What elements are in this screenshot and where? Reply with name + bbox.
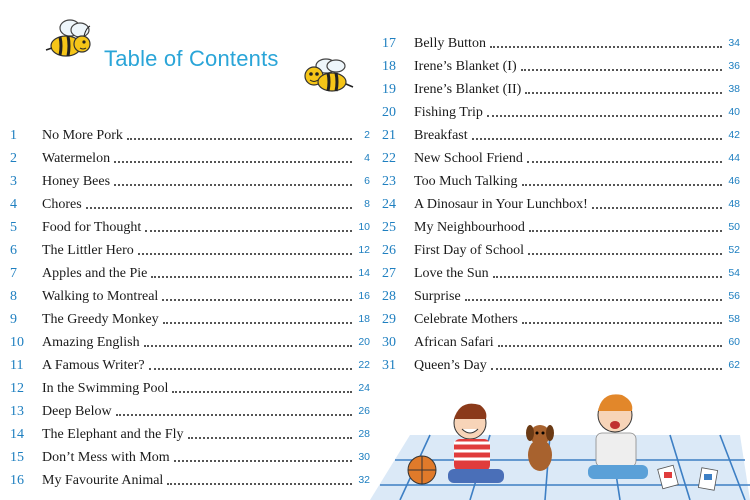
toc-entry bbox=[382, 259, 740, 282]
toc-entry-page: 18 bbox=[358, 313, 370, 325]
dot-leader bbox=[163, 322, 352, 324]
toc-entry-title: Queen’s Day bbox=[414, 358, 487, 373]
toc-entry-title: The Elephant and the Fly bbox=[42, 427, 184, 442]
dot-leader bbox=[592, 207, 722, 209]
toc-entry bbox=[382, 190, 740, 213]
toc-entry-title: Apples and the Pie bbox=[42, 266, 148, 281]
toc-entry-title: First Day of School bbox=[414, 243, 525, 258]
toc-entry-number: 6 bbox=[10, 243, 17, 258]
toc-entry-number: 15 bbox=[10, 450, 24, 465]
toc-entry bbox=[10, 328, 370, 351]
toc-entry-number: 9 bbox=[10, 312, 17, 327]
toc-entry-page: 52 bbox=[728, 244, 740, 256]
toc-entry-title: Celebrate Mothers bbox=[414, 312, 518, 327]
toc-column-right bbox=[382, 29, 740, 374]
toc-entry-page: 32 bbox=[358, 474, 370, 486]
toc-entry bbox=[382, 351, 740, 374]
toc-entry bbox=[382, 282, 740, 305]
toc-entry-page: 30 bbox=[358, 451, 370, 463]
toc-entry bbox=[10, 420, 370, 443]
toc-entry-page: 6 bbox=[364, 175, 370, 187]
toc-entry bbox=[10, 213, 370, 236]
dot-leader bbox=[162, 299, 352, 301]
toc-entry-number: 16 bbox=[10, 473, 24, 488]
dot-leader bbox=[521, 69, 722, 71]
toc-entry bbox=[10, 190, 370, 213]
toc-entry bbox=[382, 236, 740, 259]
toc-entry-title: Belly Button bbox=[414, 36, 486, 51]
dot-leader bbox=[145, 230, 352, 232]
toc-entry-page: 16 bbox=[358, 290, 370, 302]
dot-leader bbox=[188, 437, 352, 439]
toc-entry bbox=[382, 98, 740, 121]
dot-leader bbox=[487, 115, 722, 117]
dot-leader bbox=[116, 414, 352, 416]
dot-leader bbox=[114, 161, 352, 163]
toc-entry-title: Don’t Mess with Mom bbox=[42, 450, 170, 465]
toc-entry-number: 27 bbox=[382, 266, 396, 281]
toc-entry bbox=[382, 121, 740, 144]
toc-entry bbox=[10, 351, 370, 374]
toc-entry-number: 2 bbox=[10, 151, 17, 166]
toc-entry-title: Honey Bees bbox=[42, 174, 111, 189]
toc-entry-page: 22 bbox=[358, 359, 370, 371]
dot-leader bbox=[493, 276, 722, 278]
dot-leader bbox=[127, 138, 352, 140]
toc-entry-title: My Neighbourhood bbox=[414, 220, 525, 235]
toc-entry-title: Love the Sun bbox=[414, 266, 489, 281]
toc-entry-title: The Greedy Monkey bbox=[42, 312, 159, 327]
toc-entry-number: 12 bbox=[10, 381, 24, 396]
dot-leader bbox=[498, 345, 722, 347]
toc-entry-title: Walking to Montreal bbox=[42, 289, 159, 304]
toc-entry-number: 5 bbox=[10, 220, 17, 235]
toc-entry-page: 46 bbox=[728, 175, 740, 187]
dot-leader bbox=[86, 207, 352, 209]
toc-entry-title: Chores bbox=[42, 197, 82, 212]
toc-entry-title: Surprise bbox=[414, 289, 461, 304]
toc-entry-number: 13 bbox=[10, 404, 24, 419]
toc-entry-page: 2 bbox=[364, 129, 370, 141]
toc-entry-number: 26 bbox=[382, 243, 396, 258]
toc-entry-title: Breakfast bbox=[414, 128, 468, 143]
toc-entry-number: 28 bbox=[382, 289, 396, 304]
dot-leader bbox=[490, 46, 722, 48]
dot-leader bbox=[151, 276, 352, 278]
toc-entry-number: 24 bbox=[382, 197, 396, 212]
toc-entry-title: My Favourite Animal bbox=[42, 473, 164, 488]
toc-entry-number: 14 bbox=[10, 427, 24, 442]
dot-leader bbox=[529, 230, 722, 232]
toc-entry-number: 7 bbox=[10, 266, 17, 281]
bee-icon bbox=[40, 14, 100, 66]
toc-entry-title: No More Pork bbox=[42, 128, 123, 143]
toc-entry-page: 36 bbox=[728, 60, 740, 72]
toc-entry-page: 42 bbox=[728, 129, 740, 141]
toc-entry bbox=[10, 236, 370, 259]
toc-entry bbox=[382, 29, 740, 52]
toc-entry-page: 28 bbox=[358, 428, 370, 440]
toc-entry-number: 23 bbox=[382, 174, 396, 189]
dot-leader bbox=[522, 322, 722, 324]
toc-entry-page: 12 bbox=[358, 244, 370, 256]
toc-entry bbox=[10, 144, 370, 167]
toc-entry bbox=[10, 282, 370, 305]
dot-leader bbox=[491, 368, 722, 370]
toc-entry-number: 25 bbox=[382, 220, 396, 235]
toc-entry bbox=[10, 305, 370, 328]
toc-entry bbox=[382, 167, 740, 190]
toc-entry-page: 56 bbox=[728, 290, 740, 302]
toc-entry-number: 11 bbox=[10, 358, 24, 373]
dot-leader bbox=[149, 368, 352, 370]
toc-entry-page: 54 bbox=[728, 267, 740, 279]
toc-entry-page: 50 bbox=[728, 221, 740, 233]
dot-leader bbox=[167, 483, 352, 485]
toc-entry-page: 4 bbox=[364, 152, 370, 164]
toc-entry-number: 29 bbox=[382, 312, 396, 327]
toc-entry-title: Irene’s Blanket (II) bbox=[414, 82, 522, 97]
toc-entry-title: Irene’s Blanket (I) bbox=[414, 59, 517, 74]
dot-leader bbox=[527, 161, 722, 163]
toc-entry-number: 19 bbox=[382, 82, 396, 97]
toc-entry bbox=[10, 374, 370, 397]
toc-entry-page: 58 bbox=[728, 313, 740, 325]
toc-entry bbox=[382, 328, 740, 351]
dot-leader bbox=[174, 460, 352, 462]
toc-entry bbox=[10, 466, 370, 489]
toc-entry bbox=[382, 75, 740, 98]
dot-leader bbox=[172, 391, 352, 393]
toc-entry-number: 30 bbox=[382, 335, 396, 350]
toc-entry-page: 34 bbox=[728, 37, 740, 49]
toc-entry-number: 4 bbox=[10, 197, 17, 212]
toc-entry-title: African Safari bbox=[414, 335, 494, 350]
toc-entry-page: 10 bbox=[358, 221, 370, 233]
toc-entry bbox=[10, 397, 370, 420]
page-title: Table of Contents bbox=[104, 46, 279, 71]
toc-entry bbox=[382, 144, 740, 167]
toc-entry-page: 44 bbox=[728, 152, 740, 164]
toc-entry-number: 10 bbox=[10, 335, 24, 350]
dot-leader bbox=[114, 184, 352, 186]
toc-entry-title: A Dinosaur in Your Lunchbox! bbox=[414, 197, 588, 212]
toc-entry-title: Watermelon bbox=[42, 151, 111, 166]
toc-entry bbox=[10, 443, 370, 466]
toc-entry bbox=[382, 305, 740, 328]
toc-entry bbox=[10, 259, 370, 282]
toc-entry-page: 14 bbox=[358, 267, 370, 279]
toc-entry bbox=[10, 167, 370, 190]
dot-leader bbox=[144, 345, 352, 347]
dot-leader bbox=[525, 92, 722, 94]
toc-entry-title: Food for Thought bbox=[42, 220, 142, 235]
toc-entry-page: 26 bbox=[358, 405, 370, 417]
toc-entry-number: 31 bbox=[382, 358, 396, 373]
dot-leader bbox=[472, 138, 722, 140]
toc-entry-title: A Famous Writer? bbox=[42, 358, 145, 373]
toc-entry-page: 40 bbox=[728, 106, 740, 118]
toc-entry-title: Too Much Talking bbox=[414, 174, 518, 189]
toc-entry-number: 8 bbox=[10, 289, 17, 304]
toc-entry-title: Fishing Trip bbox=[414, 105, 483, 120]
bee-icon bbox=[296, 54, 358, 102]
toc-entry-number: 21 bbox=[382, 128, 396, 143]
dot-leader bbox=[522, 184, 722, 186]
toc-entry-page: 48 bbox=[728, 198, 740, 210]
toc-column-left bbox=[10, 121, 370, 489]
toc-entry bbox=[382, 213, 740, 236]
dot-leader bbox=[528, 253, 722, 255]
toc-entry-number: 22 bbox=[382, 151, 396, 166]
toc-entry-number: 20 bbox=[382, 105, 396, 120]
toc-entry-number: 1 bbox=[10, 128, 17, 143]
toc-entry-page: 62 bbox=[728, 359, 740, 371]
toc-entry-title: The Littler Hero bbox=[42, 243, 134, 258]
toc-entry-page: 38 bbox=[728, 83, 740, 95]
toc-entry-number: 3 bbox=[10, 174, 17, 189]
dot-leader bbox=[138, 253, 352, 255]
toc-entry-title: Amazing English bbox=[42, 335, 140, 350]
toc-entry-page: 60 bbox=[728, 336, 740, 348]
toc-entry-number: 17 bbox=[382, 36, 396, 51]
toc-entry-title: In the Swimming Pool bbox=[42, 381, 169, 396]
toc-entry-title: Deep Below bbox=[42, 404, 112, 419]
toc-entry-page: 8 bbox=[364, 198, 370, 210]
dot-leader bbox=[465, 299, 722, 301]
toc-entry-page: 20 bbox=[358, 336, 370, 348]
toc-entry-title: New School Friend bbox=[414, 151, 523, 166]
toc-entry bbox=[10, 121, 370, 144]
kids-playing-illustration bbox=[370, 375, 750, 500]
toc-entry-page: 24 bbox=[358, 382, 370, 394]
toc-entry-number: 18 bbox=[382, 59, 396, 74]
toc-entry bbox=[382, 52, 740, 75]
